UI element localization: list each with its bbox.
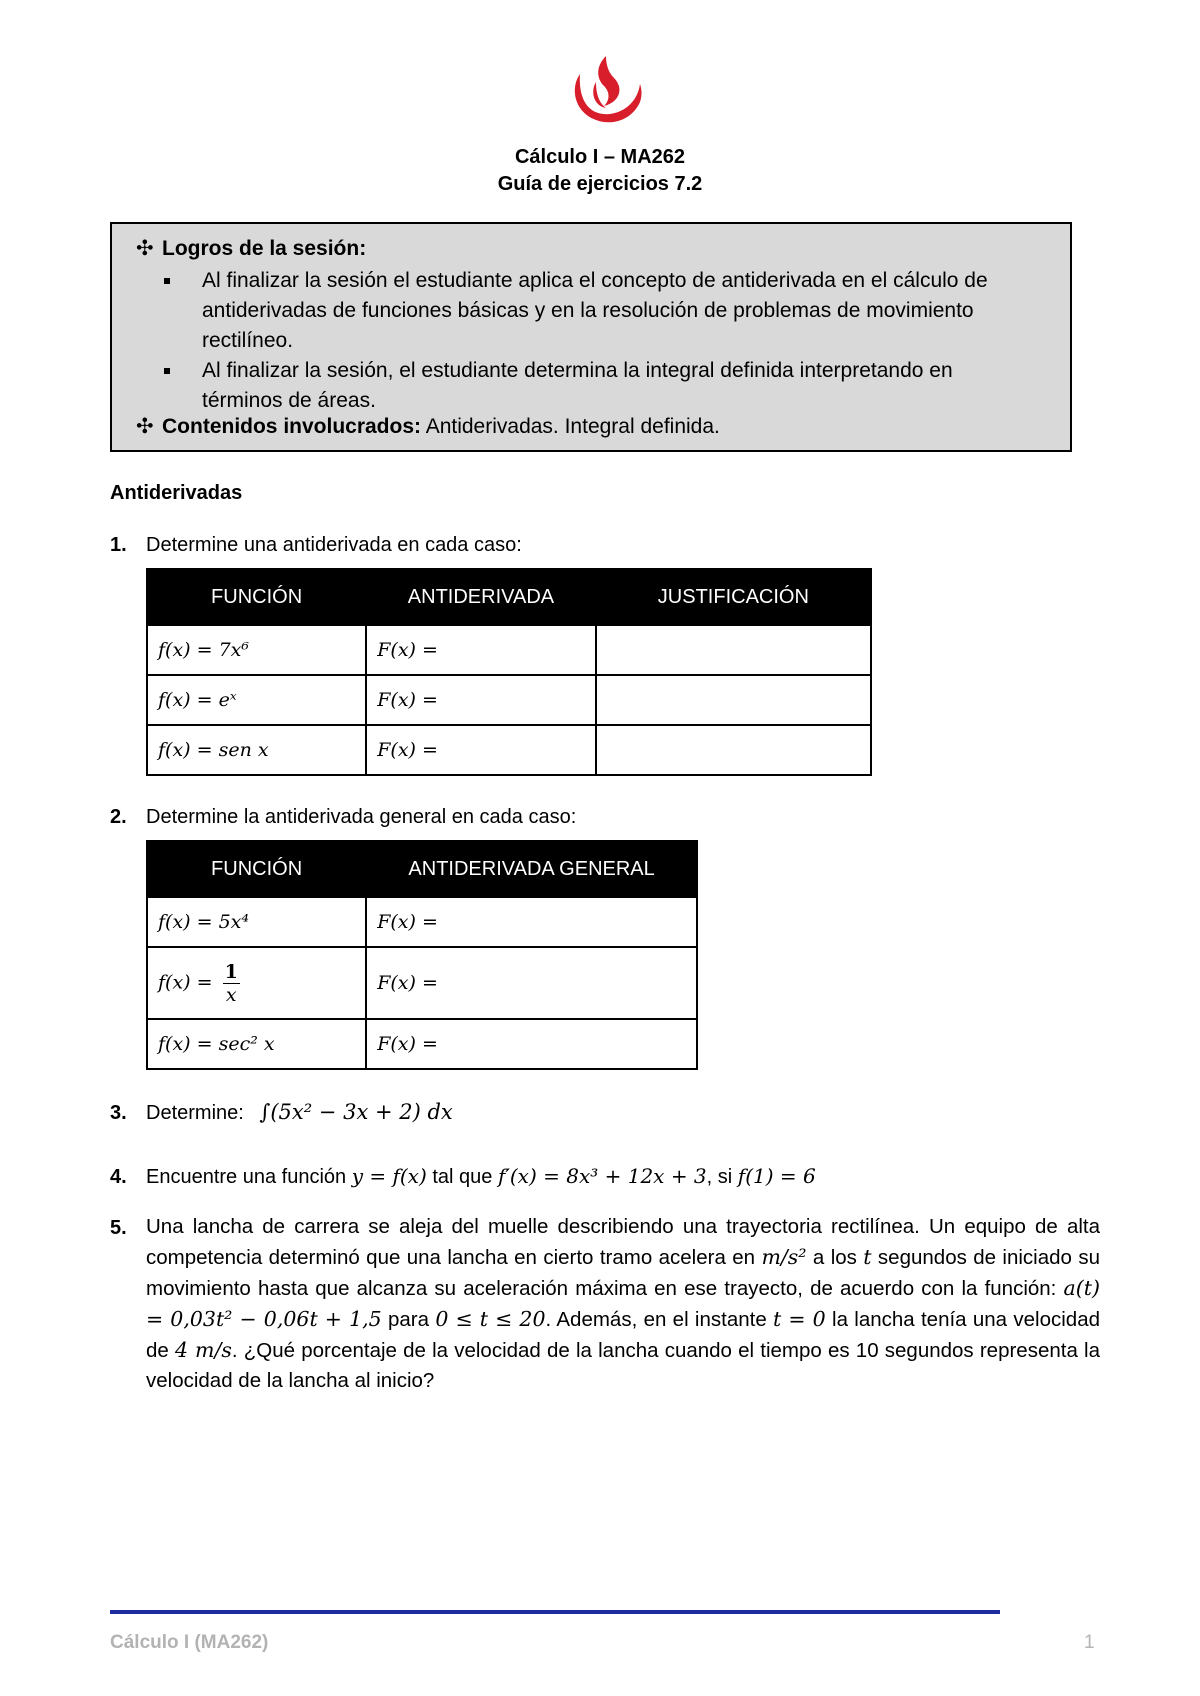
math-expression: t (863, 1245, 872, 1269)
math-expression: f(1) = 6 (737, 1164, 816, 1188)
fraction-denominator: x (225, 983, 237, 1006)
general-antiderivative-table (146, 840, 698, 1070)
justification-cell[interactable] (596, 625, 871, 675)
table-row (147, 947, 697, 1019)
integral-expression: ∫(5x² − 3x + 2) dx (259, 1100, 453, 1124)
square-bullet-icon (164, 278, 170, 284)
question-number: 3. (110, 1102, 127, 1124)
footer-divider (110, 1610, 1000, 1614)
question-text: Determine una antiderivada en cada caso: (146, 534, 522, 556)
math-expression: y = f(x) (351, 1164, 427, 1188)
question-number: 1. (110, 534, 127, 556)
function-cell: f(x) = eˣ (147, 675, 366, 725)
diamond-bullet-icon: ✣ (136, 237, 154, 260)
question-3 (110, 1100, 453, 1125)
logros-heading (136, 234, 366, 264)
document-subtitle: Guía de ejercicios 7.2 (497, 173, 703, 195)
antiderivative-cell[interactable]: F(x) = (366, 725, 596, 775)
question-text: Determine: (146, 1102, 244, 1124)
footer-course: Cálculo I (MA262) (110, 1632, 269, 1653)
question-text: Encuentre una función (146, 1166, 352, 1188)
antiderivative-cell[interactable]: F(x) = (366, 675, 596, 725)
question-text: . ¿Qué porcentaje de la velocidad de la lancha cuando el tiempo es 10 segundos representa la velocidad de la lancha al inicio? (146, 1339, 1100, 1392)
table-row (147, 897, 697, 947)
math-expression: 4 m/s (174, 1338, 232, 1362)
page-number: 1 (1084, 1632, 1095, 1653)
table-row (147, 725, 871, 775)
question-2 (110, 806, 576, 829)
square-bullet-icon (164, 368, 170, 374)
antiderivative-table (146, 568, 872, 776)
justification-cell[interactable] (596, 675, 871, 725)
math-expression: t = 0 (773, 1307, 826, 1331)
question-number: 5. (110, 1217, 127, 1239)
justification-cell[interactable] (596, 725, 871, 775)
function-cell: f(x) = sec² x (147, 1019, 366, 1069)
math-expression: f′(x) = 8x³ + 12x + 3 (497, 1164, 707, 1188)
table-header: FUNCIÓN (147, 569, 366, 625)
antiderivative-cell[interactable]: F(x) = (366, 897, 697, 947)
logros-label: Logros de la sesión: (162, 237, 367, 260)
table-row (147, 625, 871, 675)
function-prefix: f(x) = (158, 971, 213, 993)
function-cell (147, 947, 366, 1019)
fraction-numerator: 1 (224, 960, 238, 983)
function-cell: f(x) = 7x⁶ (147, 625, 366, 675)
university-logo-icon (566, 52, 646, 128)
question-text: Una lancha de carrera se aleja del muelle describiendo una trayectoria rectilínea. Un equipo de alta competencia determinó que una lancha en cierto tramo acelera en (146, 1215, 1100, 1269)
session-goals-box (110, 222, 1072, 452)
question-text: la lancha tenía una velocidad de (146, 1308, 1100, 1362)
antiderivative-cell[interactable]: F(x) = (366, 1019, 697, 1069)
section-title: Antiderivadas (110, 482, 243, 504)
table-header: ANTIDERIVADA GENERAL (366, 841, 697, 897)
question-text: , si (706, 1166, 738, 1188)
table-row (147, 675, 871, 725)
question-5-number (110, 1217, 146, 1240)
table-header: JUSTIFICACIÓN (596, 569, 871, 625)
question-4 (110, 1164, 816, 1189)
antiderivative-cell[interactable]: F(x) = (366, 625, 596, 675)
question-text: segundos de iniciado su movimiento hasta que alcanza su aceleración máxima en ese trayecto, de acuerdo con la función: (146, 1246, 1100, 1300)
question-number: 4. (110, 1166, 127, 1188)
table-header: ANTIDERIVADA (366, 569, 596, 625)
antiderivative-cell[interactable]: F(x) = (366, 947, 697, 1019)
goal-text: Al finalizar la sesión el estudiante aplica el concepto de antiderivada en el cálculo de antiderivadas de funciones básicas y en la resolución de problemas de movimiento rectilíneo. (202, 269, 988, 352)
math-expression: m/s² (761, 1245, 807, 1269)
contenidos-line (136, 412, 720, 442)
math-expression: a(t) = 0,03t² − 0,06t + 1,5 (146, 1276, 1100, 1331)
question-text: tal que (426, 1166, 498, 1188)
question-1 (110, 534, 522, 557)
question-text: Determine la antiderivada general en cada caso: (146, 806, 577, 828)
fraction (223, 961, 240, 1006)
function-cell: f(x) = sen x (147, 725, 366, 775)
question-text: . Además, en el instante (545, 1308, 774, 1331)
goal-text: Al finalizar la sesión, el estudiante determina la integral definida interpretando en términos de áreas. (202, 359, 953, 412)
function-cell: f(x) = 5x⁴ (147, 897, 366, 947)
table-header: FUNCIÓN (147, 841, 366, 897)
table-row (147, 1019, 697, 1069)
question-5-text (146, 1212, 1100, 1396)
question-number: 2. (110, 806, 127, 828)
math-expression: 0 ≤ t ≤ 20 (435, 1307, 546, 1331)
question-text: para (381, 1308, 436, 1331)
diamond-bullet-icon: ✣ (136, 415, 154, 438)
question-text: a los (806, 1246, 864, 1269)
contenidos-text: Antiderivadas. Integral definida. (421, 415, 720, 438)
contenidos-label: Contenidos involucrados: (162, 415, 422, 438)
document-title: Cálculo I – MA262 (514, 146, 686, 168)
